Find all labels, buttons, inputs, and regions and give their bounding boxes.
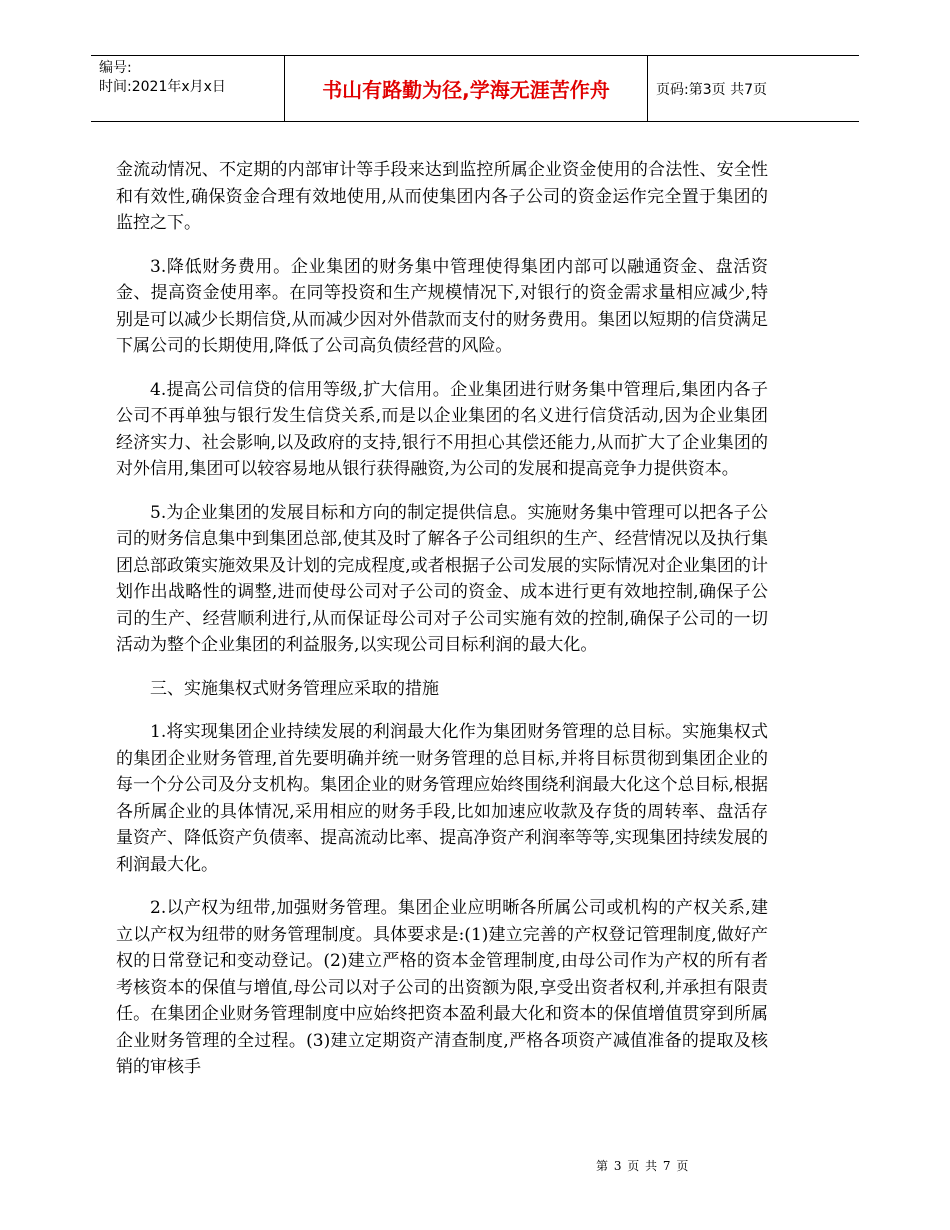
header-page-info: 页码:第3页 共7页 [656,81,767,98]
header-motto: 书山有路勤为径,学海无涯苦作舟 [284,56,648,121]
page-header [91,55,859,122]
document-body [116,157,768,1098]
document-time-label: 时间:2021年x月x日 [99,79,226,95]
page-footer: 第 3 页 共 7 页 [596,1159,690,1173]
paragraph-continuation: 金流动情况、不定期的内部审计等手段来达到监控所属企业资金使用的合法性、安全性和有效性,确保资金合理有效地使用,从而使集团内各子公司的资金运作完全置于集团的监控之下。 [116,160,768,233]
paragraph-property-rights: 2.以产权为纽带,加强财务管理。集团企业应明晰各所属公司或机构的产权关系,建立以产权为纽带的财务管理制度。具体要求是:(1)建立完善的产权登记管理制度,做好产权的日常登记和变动登记。(2)建立严格的资本金管理制度,由母公司作为产权的所有者考核资本的保值与增值,母公司以对子公司的出资额为限,享受出资者权利,并承担有限责任。在集团企业财务管理制度中应始终把资本盈利最大化和资本的保值增值贯穿到所属企业财务管理的全过程。(3)建立定期资产清查制度,严格各项资产减值准备的提取及核销的审核手 [116,898,768,1077]
paragraph-reduce-costs: 3.降低财务费用。企业集团的财务集中管理使得集团内部可以融通资金、盘活资金、提高资金使用率。在同等投资和生产规模情况下,对银行的资金需求量相应减少,特别是可以减少长期信贷,从而减少因对外借款而支付的财务费用。集团以短期的信贷满足下属公司的长期使用,降低了公司高负债经营的风险。 [116,256,768,356]
paragraph-credit-rating: 4.提高公司信贷的信用等级,扩大信用。企业集团进行财务集中管理后,集团内各子公司不再单独与银行发生信贷关系,而是以企业集团的名义进行信贷活动,因为企业集团经济实力、社会影响,以及政府的支持,银行不用担心其偿还能力,从而扩大了企业集团的对外信用,集团可以较容易地从银行获得融资,为公司的发展和提高竞争力提供资本。 [116,379,768,479]
section-heading: 三、实施集权式财务管理应采取的措施 [150,678,439,699]
paragraph-profit-goal: 1.将实现集团企业持续发展的利润最大化作为集团财务管理的总目标。实施集权式的集团企业财务管理,首先要明确并统一财务管理的总目标,并将目标贯彻到集团企业的每一个分公司及分支机构。集团企业的财务管理应始终围绕利润最大化这个总目标,根据各所属企业的具体情况,采用相应的财务手段,比如加速应收款及存货的周转率、盘活存量资产、降低资产负债率、提高流动比率、提高净资产利润率等等,实现集团持续发展的利润最大化。 [116,722,768,875]
paragraph-development-info: 5.为企业集团的发展目标和方向的制定提供信息。实施财务集中管理可以把各子公司的财务信息集中到集团总部,使其及时了解各子公司组织的生产、经营情况以及执行集团总部政策实施效果及计划的完成程度,或者根据子公司发展的实际情况对企业集团的计划作出战略性的调整,进而使母公司对子公司的资金、成本进行更有效地控制,确保子公司的生产、经营顺利进行,从而保证母公司对子公司实施有效的控制,确保子公司的一切活动为整个企业集团的利益服务,以实现公司目标利润的最大化。 [116,502,768,655]
document-number-label: 编号: [99,60,132,76]
header-meta [91,56,284,121]
